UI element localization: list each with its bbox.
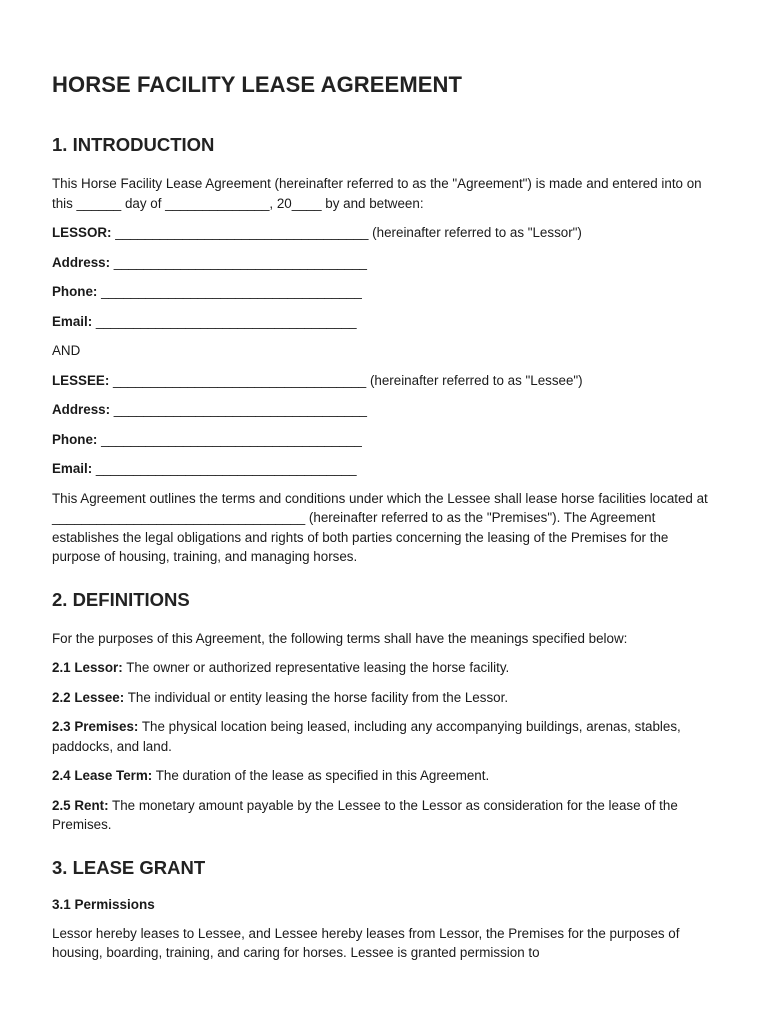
definitions-lead: For the purposes of this Agreement, the following terms shall have the meanings specified below: (52, 630, 628, 646)
section-introduction (52, 134, 718, 567)
field-label: Phone: (52, 431, 98, 447)
field-value: ___________________________________ (97, 284, 362, 299)
section-lease-grant (52, 857, 718, 963)
definition-term: 2.4 Lease Term: (52, 768, 153, 783)
definition-term: 2.2 Lessee: (52, 689, 125, 705)
intro-paragraph: This Horse Facility Lease Agreement (hereinafter referred to as the "Agreement") is made and entered into on this ______ day of ______________, 20____ by and between: (52, 176, 702, 211)
and-separator: AND (52, 343, 81, 358)
definition-term: 2.3 Premises: (52, 719, 139, 734)
section-heading: 3. LEASE GRANT (52, 856, 206, 878)
field-label: Email: (52, 313, 93, 329)
premises-paragraph: This Agreement outlines the terms and conditions under which the Lessee shall lease horse facilities located at __________________________________ (hereinafter referred to as the "Premises"). The Agreement establishes the legal obligations and rights of both parties concerning the leasing of the Premises for the purpose of housing, training, and managing horses. (52, 490, 708, 564)
definition-text: The monetary amount payable by the Lessee to the Lessor as consideration for the lease of the Premises. (52, 797, 678, 832)
lessor-email-field (52, 312, 718, 332)
field-value: __________________________________ (110, 254, 367, 270)
lessor-phone-field (52, 282, 718, 302)
grant-paragraph: Lessor hereby leases to Lessee, and Lessee hereby leases from Lessor, the Premises for the purposes of housing, boarding, training, and caring for horses. Lessee is granted permission to (52, 925, 680, 960)
field-label: Email: (52, 461, 93, 476)
definition-term: 2.5 Rent: (52, 797, 109, 813)
lessor-address-field (52, 253, 718, 273)
field-label: LESSOR: (52, 225, 112, 240)
field-value: ___________________________________ (97, 431, 362, 447)
definition-item (52, 658, 718, 678)
definition-term: 2.1 Lessor: (52, 660, 123, 675)
subsection-heading: 3.1 Permissions (52, 896, 155, 912)
field-label: Phone: (52, 284, 98, 299)
definition-item (52, 796, 718, 835)
section-definitions (52, 589, 718, 835)
definition-item (52, 766, 718, 786)
definition-item (52, 717, 718, 756)
field-value: __________________________________ (110, 402, 367, 417)
field-value: __________________________________ (hereinafter referred to as "Lessee") (109, 372, 583, 388)
field-label: Address: (52, 254, 111, 270)
definition-text: The physical location being leased, including any accompanying buildings, arenas, stables, paddocks, and land. (52, 719, 681, 754)
section-heading: 2. DEFINITIONS (52, 588, 190, 610)
definition-text: The duration of the lease as specified in this Agreement. (152, 768, 490, 783)
document-title: HORSE FACILITY LEASE AGREEMENT (52, 72, 463, 97)
field-label: Address: (52, 402, 111, 417)
definition-text: The individual or entity leasing the horse facility from the Lessor. (124, 689, 509, 705)
section-heading: 1. INTRODUCTION (52, 134, 215, 155)
lessor-field (52, 223, 718, 243)
field-value: ___________________________________ (92, 313, 357, 329)
definition-text: The owner or authorized representative leasing the horse facility. (122, 660, 510, 675)
definition-item (52, 688, 718, 708)
lessee-phone-field (52, 430, 718, 450)
field-label: LESSEE: (52, 372, 110, 388)
lessee-field (52, 371, 718, 391)
field-value: ___________________________________ (92, 461, 357, 476)
lessee-address-field (52, 400, 718, 420)
field-value: __________________________________ (hereinafter referred to as "Lessor") (111, 225, 582, 240)
lessee-email-field (52, 459, 718, 479)
